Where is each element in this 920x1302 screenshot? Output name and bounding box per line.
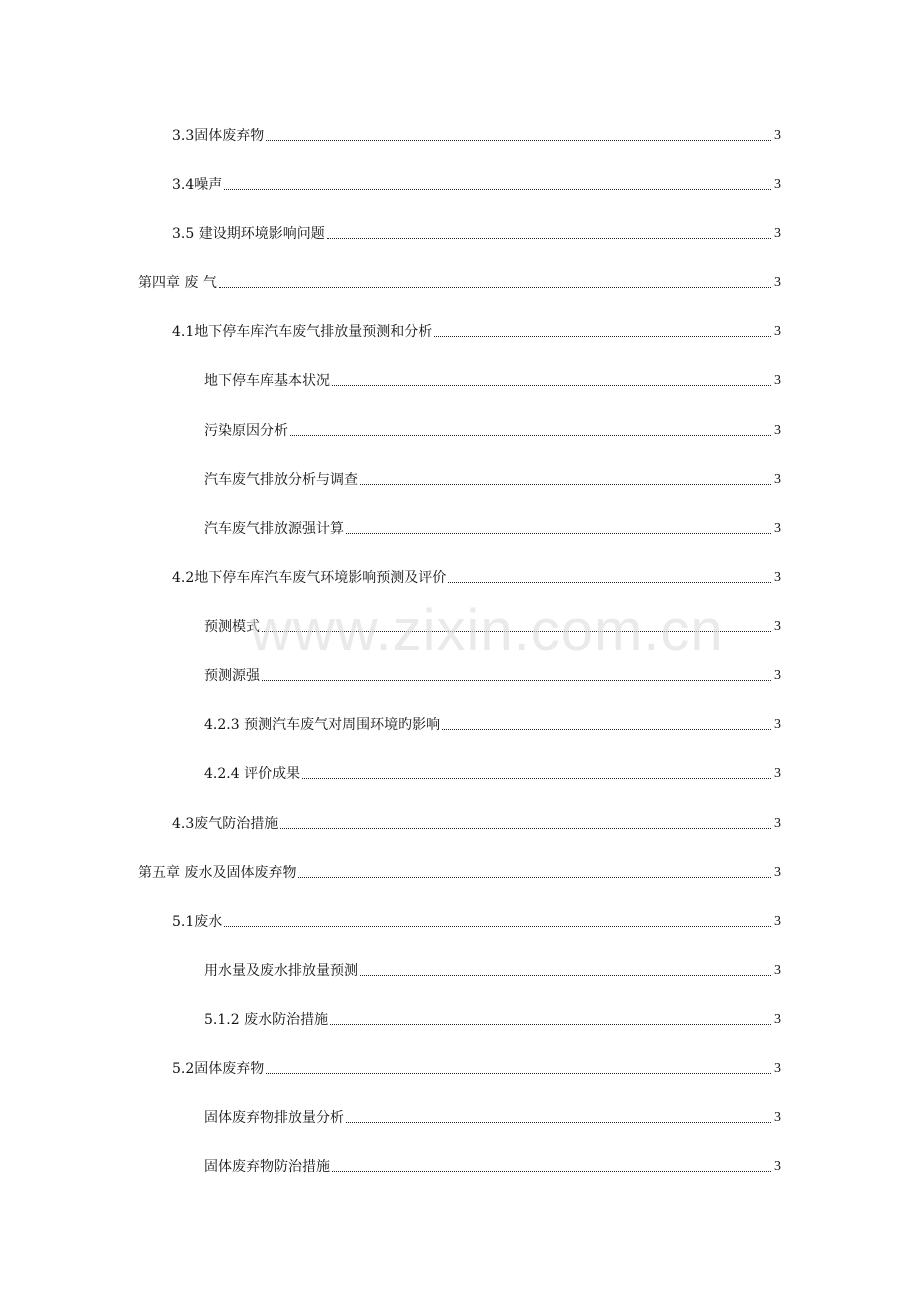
- dot-leader: [219, 287, 771, 288]
- toc-entry-title: 预测模式: [204, 619, 260, 635]
- toc-entry-3-5[interactable]: [172, 224, 781, 244]
- dot-leader: [346, 1122, 771, 1123]
- toc-entry-4-2-4[interactable]: [204, 764, 781, 784]
- toc-page-number: 3: [774, 177, 781, 192]
- dot-leader: [302, 778, 771, 779]
- watermark: www.zixin.com.cn: [250, 598, 724, 663]
- toc-entry-3-4[interactable]: [172, 175, 781, 195]
- toc-entry-title: 4.2.3 预测汽车废气对周围环境旳影响: [204, 717, 441, 733]
- toc-entry-title: 4.1地下停车库汽车废气排放量预测和分析: [172, 324, 433, 340]
- toc-page-number: 3: [774, 914, 781, 929]
- toc-entry-title: 预测源强: [204, 668, 260, 684]
- toc-entry-5-2[interactable]: [172, 1059, 781, 1079]
- dot-leader: [262, 680, 771, 681]
- toc-entry-title: 4.2.4 评价成果: [204, 766, 301, 782]
- toc-entry-chapter-5[interactable]: [138, 863, 781, 883]
- toc-entry-title: 5.1.2 废水防治措施: [204, 1012, 329, 1028]
- toc-page-number: 3: [774, 619, 781, 634]
- toc-page-number: 3: [774, 275, 781, 290]
- dot-leader: [280, 828, 771, 829]
- toc-page-number: 3: [774, 226, 781, 241]
- toc-entry-5-1-1[interactable]: [204, 961, 781, 981]
- toc-entry-5-1[interactable]: [172, 912, 781, 932]
- toc-entry-4-1-1[interactable]: [204, 371, 781, 391]
- toc-entry-title: 4.2地下停车库汽车废气环境影响预测及评价: [172, 570, 447, 586]
- toc-entry-4-2-1[interactable]: [204, 617, 781, 637]
- dot-leader: [360, 975, 771, 976]
- toc-entry-title: 3.4噪声: [172, 177, 223, 193]
- toc-entry-4-2[interactable]: [172, 568, 781, 588]
- toc-entry-5-2-2[interactable]: [204, 1157, 781, 1177]
- toc-page-number: 3: [774, 472, 781, 487]
- dot-leader: [330, 1024, 771, 1025]
- toc-page-number: 3: [774, 963, 781, 978]
- toc-entry-title: 汽车废气排放源强计算: [204, 521, 344, 537]
- toc-entry-3-3[interactable]: [172, 126, 781, 146]
- toc-entry-4-1-3[interactable]: [204, 470, 781, 490]
- toc-entry-chapter-4[interactable]: [138, 273, 781, 293]
- toc-entry-title: 固体废弃物防治措施: [204, 1159, 330, 1175]
- toc-page-number: 3: [774, 324, 781, 339]
- toc-entry-title: 第五章 废水及固体废弃物: [138, 865, 297, 881]
- toc-entry-4-1-2[interactable]: [204, 421, 781, 441]
- dot-leader: [224, 189, 771, 190]
- toc-page-number: 3: [774, 570, 781, 585]
- toc-entry-4-2-3[interactable]: [204, 715, 781, 735]
- toc-entry-title: 固体废弃物排放量分析: [204, 1110, 344, 1126]
- dot-leader: [262, 631, 771, 632]
- toc-entry-4-2-2[interactable]: [204, 666, 781, 686]
- dot-leader: [327, 238, 771, 239]
- toc-entry-title: 汽车废气排放分析与调查: [204, 472, 358, 488]
- dot-leader: [442, 729, 771, 730]
- toc-entry-title: 3.5 建设期环境影响问题: [172, 226, 325, 242]
- toc-entry-5-1-2[interactable]: [204, 1010, 781, 1030]
- dot-leader: [434, 336, 771, 337]
- toc-page-number: 3: [774, 668, 781, 683]
- toc-page-number: 3: [774, 423, 781, 438]
- dot-leader: [298, 877, 771, 878]
- toc-entry-4-3[interactable]: [172, 814, 781, 834]
- toc-entry-title: 4.3废气防治措施: [172, 816, 279, 832]
- toc-entry-4-1-4[interactable]: [204, 519, 781, 539]
- toc-page-number: 3: [774, 816, 781, 831]
- toc-entry-title: 3.3固体废弃物: [172, 128, 265, 144]
- toc-entry-title: 用水量及废水排放量预测: [204, 963, 358, 979]
- toc-page-number: 3: [774, 865, 781, 880]
- toc-page-number: 3: [774, 766, 781, 781]
- dot-leader: [290, 435, 771, 436]
- toc-entry-title: 5.2固体废弃物: [172, 1061, 265, 1077]
- toc-entry-title: 地下停车库基本状况: [204, 373, 330, 389]
- dot-leader: [266, 1073, 771, 1074]
- dot-leader: [346, 533, 771, 534]
- dot-leader: [448, 582, 771, 583]
- toc-entry-5-2-1[interactable]: [204, 1108, 781, 1128]
- toc-page-number: 3: [774, 1012, 781, 1027]
- dot-leader: [266, 140, 771, 141]
- toc-entry-4-1[interactable]: [172, 322, 781, 342]
- toc-page-number: 3: [774, 717, 781, 732]
- dot-leader: [360, 484, 771, 485]
- toc-entry-title: 第四章 废 气: [138, 275, 217, 291]
- toc-page-number: 3: [774, 1110, 781, 1125]
- toc-page-number: 3: [774, 373, 781, 388]
- toc-page-number: 3: [774, 1159, 781, 1174]
- dot-leader: [332, 385, 771, 386]
- toc-page-number: 3: [774, 521, 781, 536]
- toc-page-number: 3: [774, 1061, 781, 1076]
- toc-entry-title: 污染原因分析: [204, 423, 288, 439]
- toc-entry-title: 5.1废水: [172, 914, 223, 930]
- toc-page-number: 3: [774, 128, 781, 143]
- dot-leader: [332, 1171, 771, 1172]
- dot-leader: [224, 926, 771, 927]
